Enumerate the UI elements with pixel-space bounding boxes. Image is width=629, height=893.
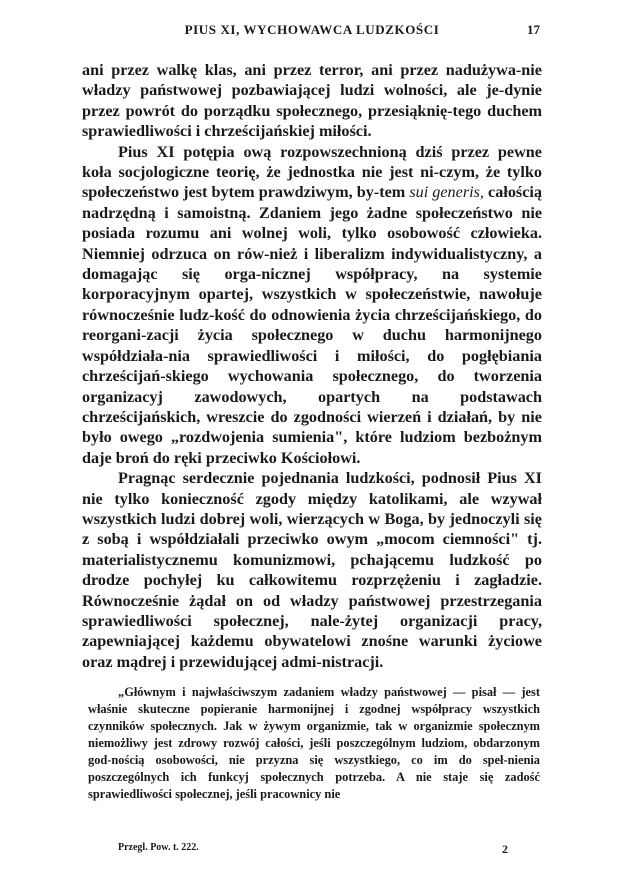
paragraph-2: [82, 142, 542, 469]
main-text: [82, 60, 542, 672]
paragraph-3: Pragnąc serdecznie pojednania ludzkości, podnosił Pius XI nie tylko konieczność zgody między katolikami, ale wzywał wszystkich ludzi dobrej woli, wierzących w Boga, by jednoczyli się z sobą i współdziałali przeciwko owym „mocom ciemności" tj. materialistycznemu komunizmowi, pchającemu ludzkość po drodze pochyłej ku całkowitemu rozprzężeniu i zagładzie. Równocześnie żądał on od władzy państwowej przestrzegania sprawiedliwości społecznej, nale-żytej organizacji pracy, zapewniającej każdemu obywatelowi znośne warunki życiowe oraz mądrej i przewidującej admi-nistracji.: [82, 469, 542, 671]
page-number: 17: [527, 22, 540, 37]
paragraph-1: ani przez walkę klas, ani przez terror, ani przez nadużywa-nie władzy państwowej pozbawiającej ludzi wolności, ale je-dynie przez powrót do porządku społecznego, przesiąknię-tego duchem sprawiedliwości i chrześcijańskiej miłości.: [82, 61, 542, 141]
printer-signature: Przegl. Pow. t. 222.: [118, 842, 199, 853]
paragraph-2-rest: całością nadrzędną i samoistną. Zdaniem jego żadne społeczeństwo nie posiada rozumu ani wolnej woli, tylko osobowość człowieka. Niemniej odrzuca on rów-nież i liberalizm indywidualistyczny, a domagając się orga-nicznej współpracy, na systemie korporacyjnym opartej, wszystkich w społeczeństwie, nawołuje równocześnie ludz-kość do odnowienia życia chrześcijańskiego, do reorgani-zacji życia społecznego w duchu harmonijnego współdziała-nia sprawiedliwości i miłości, do pogłębiania chrześcijań-skiego wychowania społecznego, do tworzenia organizacyj zawodowych, opartych na podstawach chrześcijańskich, wreszcie do zgodności wierzeń i działań, by nie było owego „rozdwojenia sumienia", które ludziom bezbożnym daje broń do ręki przeciwko Kościołowi.: [82, 183, 542, 467]
paragraph-2-start: Pius XI potępia ową rozpowszechnioną dziś przez pewne koła socjologiczne teorię, że jednostka nie jest ni-czym, że tylko społeczeństwo jest bytem prawdziwym, by-tem: [82, 142, 542, 202]
page-header: [84, 20, 540, 40]
page-footer: [118, 842, 508, 858]
quote-text: „Głównym i najwłaściwszym zadaniem władzy państwowej — pisał — jest właśnie skuteczne popieranie harmonijnej i zgodnej współpracy wszystkich czynników społecznych. Jak w żywym organizmie, tak w organizmie społecznym niemożliwy jest zdrowy rozwój całości, jeśli poszczególnym ludziom, obdarzonym god-nością osobowości, nie przyzna się wszystkiego, co im do speł-nienia poszczególnych ich funkcyj społecznych potrzeba. A nie staje się zadość sprawiedliwości społecznej, jeśli pracownicy nie: [88, 685, 540, 801]
latin-phrase: sui generis,: [409, 183, 484, 202]
block-quote: [88, 684, 540, 803]
running-head: PIUS XI, WYCHOWAWCA LUDZKOŚCI: [184, 22, 440, 37]
sheet-mark: 2: [502, 842, 508, 856]
